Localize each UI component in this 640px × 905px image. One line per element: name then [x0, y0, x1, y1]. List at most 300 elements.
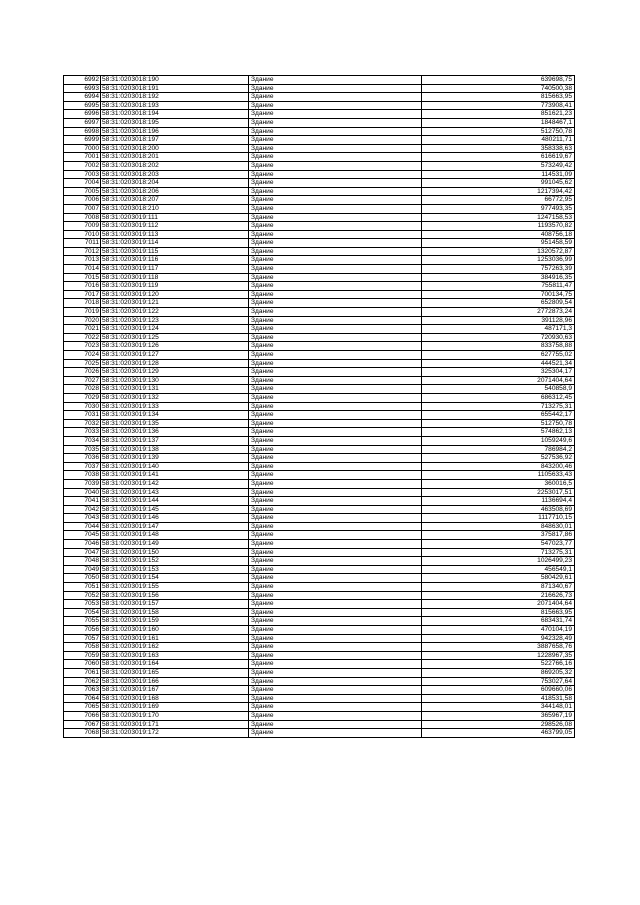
cadastral-value: 655442,17 — [422, 411, 575, 420]
object-type: Здание — [249, 282, 422, 291]
table-row — [64, 574, 575, 583]
object-type: Здание — [249, 720, 422, 729]
row-number: 7049 — [64, 565, 101, 574]
cadastral-number: 58:31:0203019:166 — [101, 677, 249, 686]
cadastral-number: 58:31:0203019:135 — [101, 419, 249, 428]
cadastral-value: 871340,67 — [422, 583, 575, 592]
object-type: Здание — [249, 402, 422, 411]
object-type: Здание — [249, 617, 422, 626]
cadastral-value: 522766,16 — [422, 660, 575, 669]
row-number: 7032 — [64, 419, 101, 428]
cadastral-value: 815663,95 — [422, 93, 575, 102]
cadastral-value: 951458,59 — [422, 239, 575, 248]
cadastral-number: 58:31:0203018:204 — [101, 179, 249, 188]
cadastral-value: 639698,75 — [422, 76, 575, 85]
cadastral-value: 573249,42 — [422, 161, 575, 170]
row-number: 7065 — [64, 703, 101, 712]
row-number: 7066 — [64, 711, 101, 720]
cadastral-number: 58:31:0203018:194 — [101, 110, 249, 119]
object-type: Здание — [249, 540, 422, 549]
cadastral-value: 1105633,43 — [422, 471, 575, 480]
table-row — [64, 222, 575, 231]
object-type: Здание — [249, 213, 422, 222]
object-type: Здание — [249, 359, 422, 368]
row-number: 7041 — [64, 497, 101, 506]
row-number: 7053 — [64, 600, 101, 609]
table-row — [64, 144, 575, 153]
cadastral-number: 58:31:0203019:160 — [101, 626, 249, 635]
cadastral-value: 463508,69 — [422, 505, 575, 514]
records-table — [63, 75, 575, 738]
cadastral-value: 2071404,64 — [422, 376, 575, 385]
cadastral-value: 216626,73 — [422, 591, 575, 600]
cadastral-number: 58:31:0203019:122 — [101, 308, 249, 317]
table-row — [64, 471, 575, 480]
cadastral-value: 3887658,76 — [422, 643, 575, 652]
cadastral-value: 574862,13 — [422, 428, 575, 437]
object-type: Здание — [249, 342, 422, 351]
table-row — [64, 729, 575, 738]
cadastral-value: 580429,61 — [422, 574, 575, 583]
row-number: 7011 — [64, 239, 101, 248]
object-type: Здание — [249, 299, 422, 308]
row-number: 7062 — [64, 677, 101, 686]
table-row — [64, 273, 575, 282]
row-number: 6992 — [64, 76, 101, 85]
row-number: 7013 — [64, 256, 101, 265]
cadastral-value: 652809,54 — [422, 299, 575, 308]
cadastral-number: 58:31:0203018:200 — [101, 144, 249, 153]
row-number: 7007 — [64, 204, 101, 213]
cadastral-value: 298526,08 — [422, 720, 575, 729]
row-number: 7014 — [64, 265, 101, 274]
cadastral-number: 58:31:0203019:168 — [101, 694, 249, 703]
object-type: Здание — [249, 127, 422, 136]
cadastral-number: 58:31:0203019:146 — [101, 514, 249, 523]
cadastral-number: 58:31:0203019:121 — [101, 299, 249, 308]
table-row — [64, 583, 575, 592]
row-number: 7043 — [64, 514, 101, 523]
row-number: 7012 — [64, 247, 101, 256]
object-type: Здание — [249, 703, 422, 712]
table-row — [64, 419, 575, 428]
cadastral-number: 58:31:0203018:193 — [101, 101, 249, 110]
table-row — [64, 282, 575, 291]
row-number: 7033 — [64, 428, 101, 437]
cadastral-number: 58:31:0203018:206 — [101, 187, 249, 196]
table-row — [64, 230, 575, 239]
cadastral-value: 720930,63 — [422, 333, 575, 342]
object-type: Здание — [249, 179, 422, 188]
table-row — [64, 428, 575, 437]
cadastral-value: 713275,31 — [422, 548, 575, 557]
row-number: 7038 — [64, 471, 101, 480]
cadastral-value: 869205,32 — [422, 668, 575, 677]
cadastral-number: 58:31:0203019:131 — [101, 385, 249, 394]
object-type: Здание — [249, 454, 422, 463]
row-number: 7031 — [64, 411, 101, 420]
cadastral-number: 58:31:0203018:203 — [101, 170, 249, 179]
object-type: Здание — [249, 239, 422, 248]
cadastral-value: 512750,78 — [422, 419, 575, 428]
object-type: Здание — [249, 471, 422, 480]
table-row — [64, 153, 575, 162]
row-number: 7067 — [64, 720, 101, 729]
cadastral-value: 2772873,24 — [422, 308, 575, 317]
cadastral-number: 58:31:0203019:136 — [101, 428, 249, 437]
cadastral-number: 58:31:0203019:142 — [101, 479, 249, 488]
table-row — [64, 359, 575, 368]
object-type: Здание — [249, 488, 422, 497]
cadastral-number: 58:31:0203019:145 — [101, 505, 249, 514]
row-number: 7059 — [64, 651, 101, 660]
cadastral-value: 1059249,6 — [422, 436, 575, 445]
cadastral-value: 833758,88 — [422, 342, 575, 351]
object-type: Здание — [249, 110, 422, 119]
cadastral-value: 942328,49 — [422, 634, 575, 643]
cadastral-number: 58:31:0203019:116 — [101, 256, 249, 265]
object-type: Здание — [249, 222, 422, 231]
cadastral-value: 487171,3 — [422, 325, 575, 334]
object-type: Здание — [249, 479, 422, 488]
row-number: 7030 — [64, 402, 101, 411]
cadastral-value: 470104,19 — [422, 626, 575, 635]
records-table-body — [64, 76, 575, 738]
table-row — [64, 626, 575, 635]
row-number: 7017 — [64, 290, 101, 299]
row-number: 7000 — [64, 144, 101, 153]
cadastral-number: 58:31:0203019:149 — [101, 540, 249, 549]
object-type: Здание — [249, 445, 422, 454]
object-type: Здание — [249, 136, 422, 145]
cadastral-number: 58:31:0203019:162 — [101, 643, 249, 652]
object-type: Здание — [249, 419, 422, 428]
object-type: Здание — [249, 308, 422, 317]
table-row — [64, 634, 575, 643]
object-type: Здание — [249, 651, 422, 660]
cadastral-value: 753027,64 — [422, 677, 575, 686]
cadastral-number: 58:31:0203019:115 — [101, 247, 249, 256]
cadastral-number: 58:31:0203019:130 — [101, 376, 249, 385]
table-row — [64, 351, 575, 360]
row-number: 6994 — [64, 93, 101, 102]
table-row — [64, 643, 575, 652]
table-row — [64, 402, 575, 411]
cadastral-number: 58:31:0203019:164 — [101, 660, 249, 669]
cadastral-number: 58:31:0203019:167 — [101, 686, 249, 695]
row-number: 7045 — [64, 531, 101, 540]
cadastral-value: 773908,41 — [422, 101, 575, 110]
cadastral-number: 58:31:0203019:120 — [101, 290, 249, 299]
cadastral-value: 1247158,53 — [422, 213, 575, 222]
table-row — [64, 333, 575, 342]
cadastral-number: 58:31:0203019:140 — [101, 462, 249, 471]
object-type: Здание — [249, 93, 422, 102]
table-row — [64, 76, 575, 85]
table-row — [64, 376, 575, 385]
table-row — [64, 617, 575, 626]
cadastral-number: 58:31:0203019:171 — [101, 720, 249, 729]
object-type: Здание — [249, 548, 422, 557]
table-row — [64, 522, 575, 531]
cadastral-value: 851621,23 — [422, 110, 575, 119]
object-type: Здание — [249, 256, 422, 265]
cadastral-number: 58:31:0203019:170 — [101, 711, 249, 720]
cadastral-value: 384916,35 — [422, 273, 575, 282]
cadastral-number: 58:31:0203018:207 — [101, 196, 249, 205]
cadastral-number: 58:31:0203019:134 — [101, 411, 249, 420]
row-number: 7015 — [64, 273, 101, 282]
cadastral-number: 58:31:0203019:144 — [101, 497, 249, 506]
cadastral-value: 757263,39 — [422, 265, 575, 274]
row-number: 7034 — [64, 436, 101, 445]
row-number: 7002 — [64, 161, 101, 170]
cadastral-number: 58:31:0203019:114 — [101, 239, 249, 248]
cadastral-number: 58:31:0203019:161 — [101, 634, 249, 643]
cadastral-number: 58:31:0203019:159 — [101, 617, 249, 626]
row-number: 7003 — [64, 170, 101, 179]
cadastral-number: 58:31:0203018:202 — [101, 161, 249, 170]
cadastral-number: 58:31:0203018:190 — [101, 76, 249, 85]
cadastral-value: 547023,77 — [422, 540, 575, 549]
cadastral-number: 58:31:0203019:119 — [101, 282, 249, 291]
cadastral-number: 58:31:0203018:191 — [101, 84, 249, 93]
object-type: Здание — [249, 557, 422, 566]
table-row — [64, 325, 575, 334]
cadastral-number: 58:31:0203019:126 — [101, 342, 249, 351]
cadastral-value: 843200,46 — [422, 462, 575, 471]
object-type: Здание — [249, 634, 422, 643]
object-type: Здание — [249, 694, 422, 703]
row-number: 7037 — [64, 462, 101, 471]
table-row — [64, 93, 575, 102]
object-type: Здание — [249, 196, 422, 205]
object-type: Здание — [249, 660, 422, 669]
row-number: 7036 — [64, 454, 101, 463]
table-row — [64, 368, 575, 377]
row-number: 7001 — [64, 153, 101, 162]
table-row — [64, 462, 575, 471]
cadastral-value: 540858,9 — [422, 385, 575, 394]
object-type: Здание — [249, 187, 422, 196]
row-number: 7021 — [64, 325, 101, 334]
cadastral-value: 991045,62 — [422, 179, 575, 188]
object-type: Здание — [249, 230, 422, 239]
cadastral-number: 58:31:0203019:129 — [101, 368, 249, 377]
cadastral-number: 58:31:0203019:152 — [101, 557, 249, 566]
table-row — [64, 548, 575, 557]
row-number: 7005 — [64, 187, 101, 196]
cadastral-number: 58:31:0203019:111 — [101, 213, 249, 222]
cadastral-value: 848630,01 — [422, 522, 575, 531]
object-type: Здание — [249, 643, 422, 652]
object-type: Здание — [249, 118, 422, 127]
row-number: 7057 — [64, 634, 101, 643]
cadastral-number: 58:31:0203019:163 — [101, 651, 249, 660]
row-number: 7047 — [64, 548, 101, 557]
object-type: Здание — [249, 76, 422, 85]
cadastral-value: 512750,78 — [422, 127, 575, 136]
row-number: 7023 — [64, 342, 101, 351]
object-type: Здание — [249, 711, 422, 720]
row-number: 7054 — [64, 608, 101, 617]
row-number: 6995 — [64, 101, 101, 110]
table-row — [64, 316, 575, 325]
object-type: Здание — [249, 497, 422, 506]
object-type: Здание — [249, 153, 422, 162]
cadastral-number: 58:31:0203019:157 — [101, 600, 249, 609]
cadastral-number: 58:31:0203019:123 — [101, 316, 249, 325]
cadastral-value: 2071404,64 — [422, 600, 575, 609]
table-row — [64, 118, 575, 127]
table-row — [64, 84, 575, 93]
cadastral-number: 58:31:0203019:139 — [101, 454, 249, 463]
row-number: 7039 — [64, 479, 101, 488]
cadastral-value: 1320572,87 — [422, 247, 575, 256]
cadastral-value: 786984,2 — [422, 445, 575, 454]
object-type: Здание — [249, 290, 422, 299]
object-type: Здание — [249, 668, 422, 677]
row-number: 7016 — [64, 282, 101, 291]
row-number: 7020 — [64, 316, 101, 325]
cadastral-value: 480211,71 — [422, 136, 575, 145]
cadastral-value: 683431,74 — [422, 617, 575, 626]
table-row — [64, 591, 575, 600]
table-row — [64, 127, 575, 136]
object-type: Здание — [249, 325, 422, 334]
table-row — [64, 488, 575, 497]
object-type: Здание — [249, 531, 422, 540]
cadastral-number: 58:31:0203019:154 — [101, 574, 249, 583]
object-type: Здание — [249, 462, 422, 471]
row-number: 7063 — [64, 686, 101, 695]
cadastral-number: 58:31:0203018:197 — [101, 136, 249, 145]
cadastral-value: 360016,5 — [422, 479, 575, 488]
cadastral-number: 58:31:0203019:112 — [101, 222, 249, 231]
table-row — [64, 565, 575, 574]
cadastral-value: 444521,34 — [422, 359, 575, 368]
table-row — [64, 479, 575, 488]
row-number: 7046 — [64, 540, 101, 549]
cadastral-value: 418531,58 — [422, 694, 575, 703]
cadastral-value: 616619,67 — [422, 153, 575, 162]
object-type: Здание — [249, 686, 422, 695]
row-number: 7051 — [64, 583, 101, 592]
cadastral-number: 58:31:0203019:148 — [101, 531, 249, 540]
row-number: 7028 — [64, 385, 101, 394]
cadastral-value: 527536,92 — [422, 454, 575, 463]
object-type: Здание — [249, 144, 422, 153]
row-number: 7027 — [64, 376, 101, 385]
row-number: 7010 — [64, 230, 101, 239]
table-row — [64, 514, 575, 523]
cadastral-value: 700134,75 — [422, 290, 575, 299]
object-type: Здание — [249, 204, 422, 213]
cadastral-number: 58:31:0203019:113 — [101, 230, 249, 239]
cadastral-value: 609660,06 — [422, 686, 575, 695]
cadastral-number: 58:31:0203019:156 — [101, 591, 249, 600]
table-row — [64, 711, 575, 720]
cadastral-number: 58:31:0203019:137 — [101, 436, 249, 445]
cadastral-number: 58:31:0203019:133 — [101, 402, 249, 411]
table-row — [64, 265, 575, 274]
cadastral-number: 58:31:0203019:172 — [101, 729, 249, 738]
row-number: 7050 — [64, 574, 101, 583]
table-row — [64, 179, 575, 188]
cadastral-value: 66772,95 — [422, 196, 575, 205]
object-type: Здание — [249, 574, 422, 583]
row-number: 7040 — [64, 488, 101, 497]
cadastral-value: 1848467,1 — [422, 118, 575, 127]
cadastral-number: 58:31:0203019:155 — [101, 583, 249, 592]
row-number: 7018 — [64, 299, 101, 308]
cadastral-value: 740500,38 — [422, 84, 575, 93]
table-row — [64, 694, 575, 703]
row-number: 7029 — [64, 393, 101, 402]
row-number: 7008 — [64, 213, 101, 222]
object-type: Здание — [249, 376, 422, 385]
row-number: 7064 — [64, 694, 101, 703]
object-type: Здание — [249, 600, 422, 609]
table-row — [64, 557, 575, 566]
object-type: Здание — [249, 436, 422, 445]
cadastral-number: 58:31:0203019:165 — [101, 668, 249, 677]
table-row — [64, 256, 575, 265]
cadastral-value: 408756,18 — [422, 230, 575, 239]
object-type: Здание — [249, 677, 422, 686]
row-number: 7004 — [64, 179, 101, 188]
table-row — [64, 608, 575, 617]
row-number: 7056 — [64, 626, 101, 635]
row-number: 6998 — [64, 127, 101, 136]
row-number: 6993 — [64, 84, 101, 93]
cadastral-value: 1253036,99 — [422, 256, 575, 265]
object-type: Здание — [249, 368, 422, 377]
object-type: Здание — [249, 170, 422, 179]
row-number: 7019 — [64, 308, 101, 317]
cadastral-value: 375817,86 — [422, 531, 575, 540]
object-type: Здание — [249, 161, 422, 170]
table-row — [64, 196, 575, 205]
cadastral-number: 58:31:0203019:138 — [101, 445, 249, 454]
cadastral-value: 1136694,4 — [422, 497, 575, 506]
cadastral-value: 325304,17 — [422, 368, 575, 377]
cadastral-number: 58:31:0203019:141 — [101, 471, 249, 480]
cadastral-value: 1217394,42 — [422, 187, 575, 196]
table-row — [64, 110, 575, 119]
table-row — [64, 204, 575, 213]
cadastral-number: 58:31:0203019:153 — [101, 565, 249, 574]
object-type: Здание — [249, 393, 422, 402]
table-row — [64, 213, 575, 222]
object-type: Здание — [249, 101, 422, 110]
table-row — [64, 531, 575, 540]
table-row — [64, 720, 575, 729]
table-row — [64, 170, 575, 179]
table-row — [64, 686, 575, 695]
object-type: Здание — [249, 505, 422, 514]
object-type: Здание — [249, 428, 422, 437]
table-row — [64, 703, 575, 712]
row-number: 7048 — [64, 557, 101, 566]
cadastral-number: 58:31:0203018:195 — [101, 118, 249, 127]
row-number: 7055 — [64, 617, 101, 626]
row-number: 6997 — [64, 118, 101, 127]
cadastral-value: 391128,96 — [422, 316, 575, 325]
cadastral-value: 1193570,82 — [422, 222, 575, 231]
cadastral-value: 463799,05 — [422, 729, 575, 738]
table-row — [64, 342, 575, 351]
